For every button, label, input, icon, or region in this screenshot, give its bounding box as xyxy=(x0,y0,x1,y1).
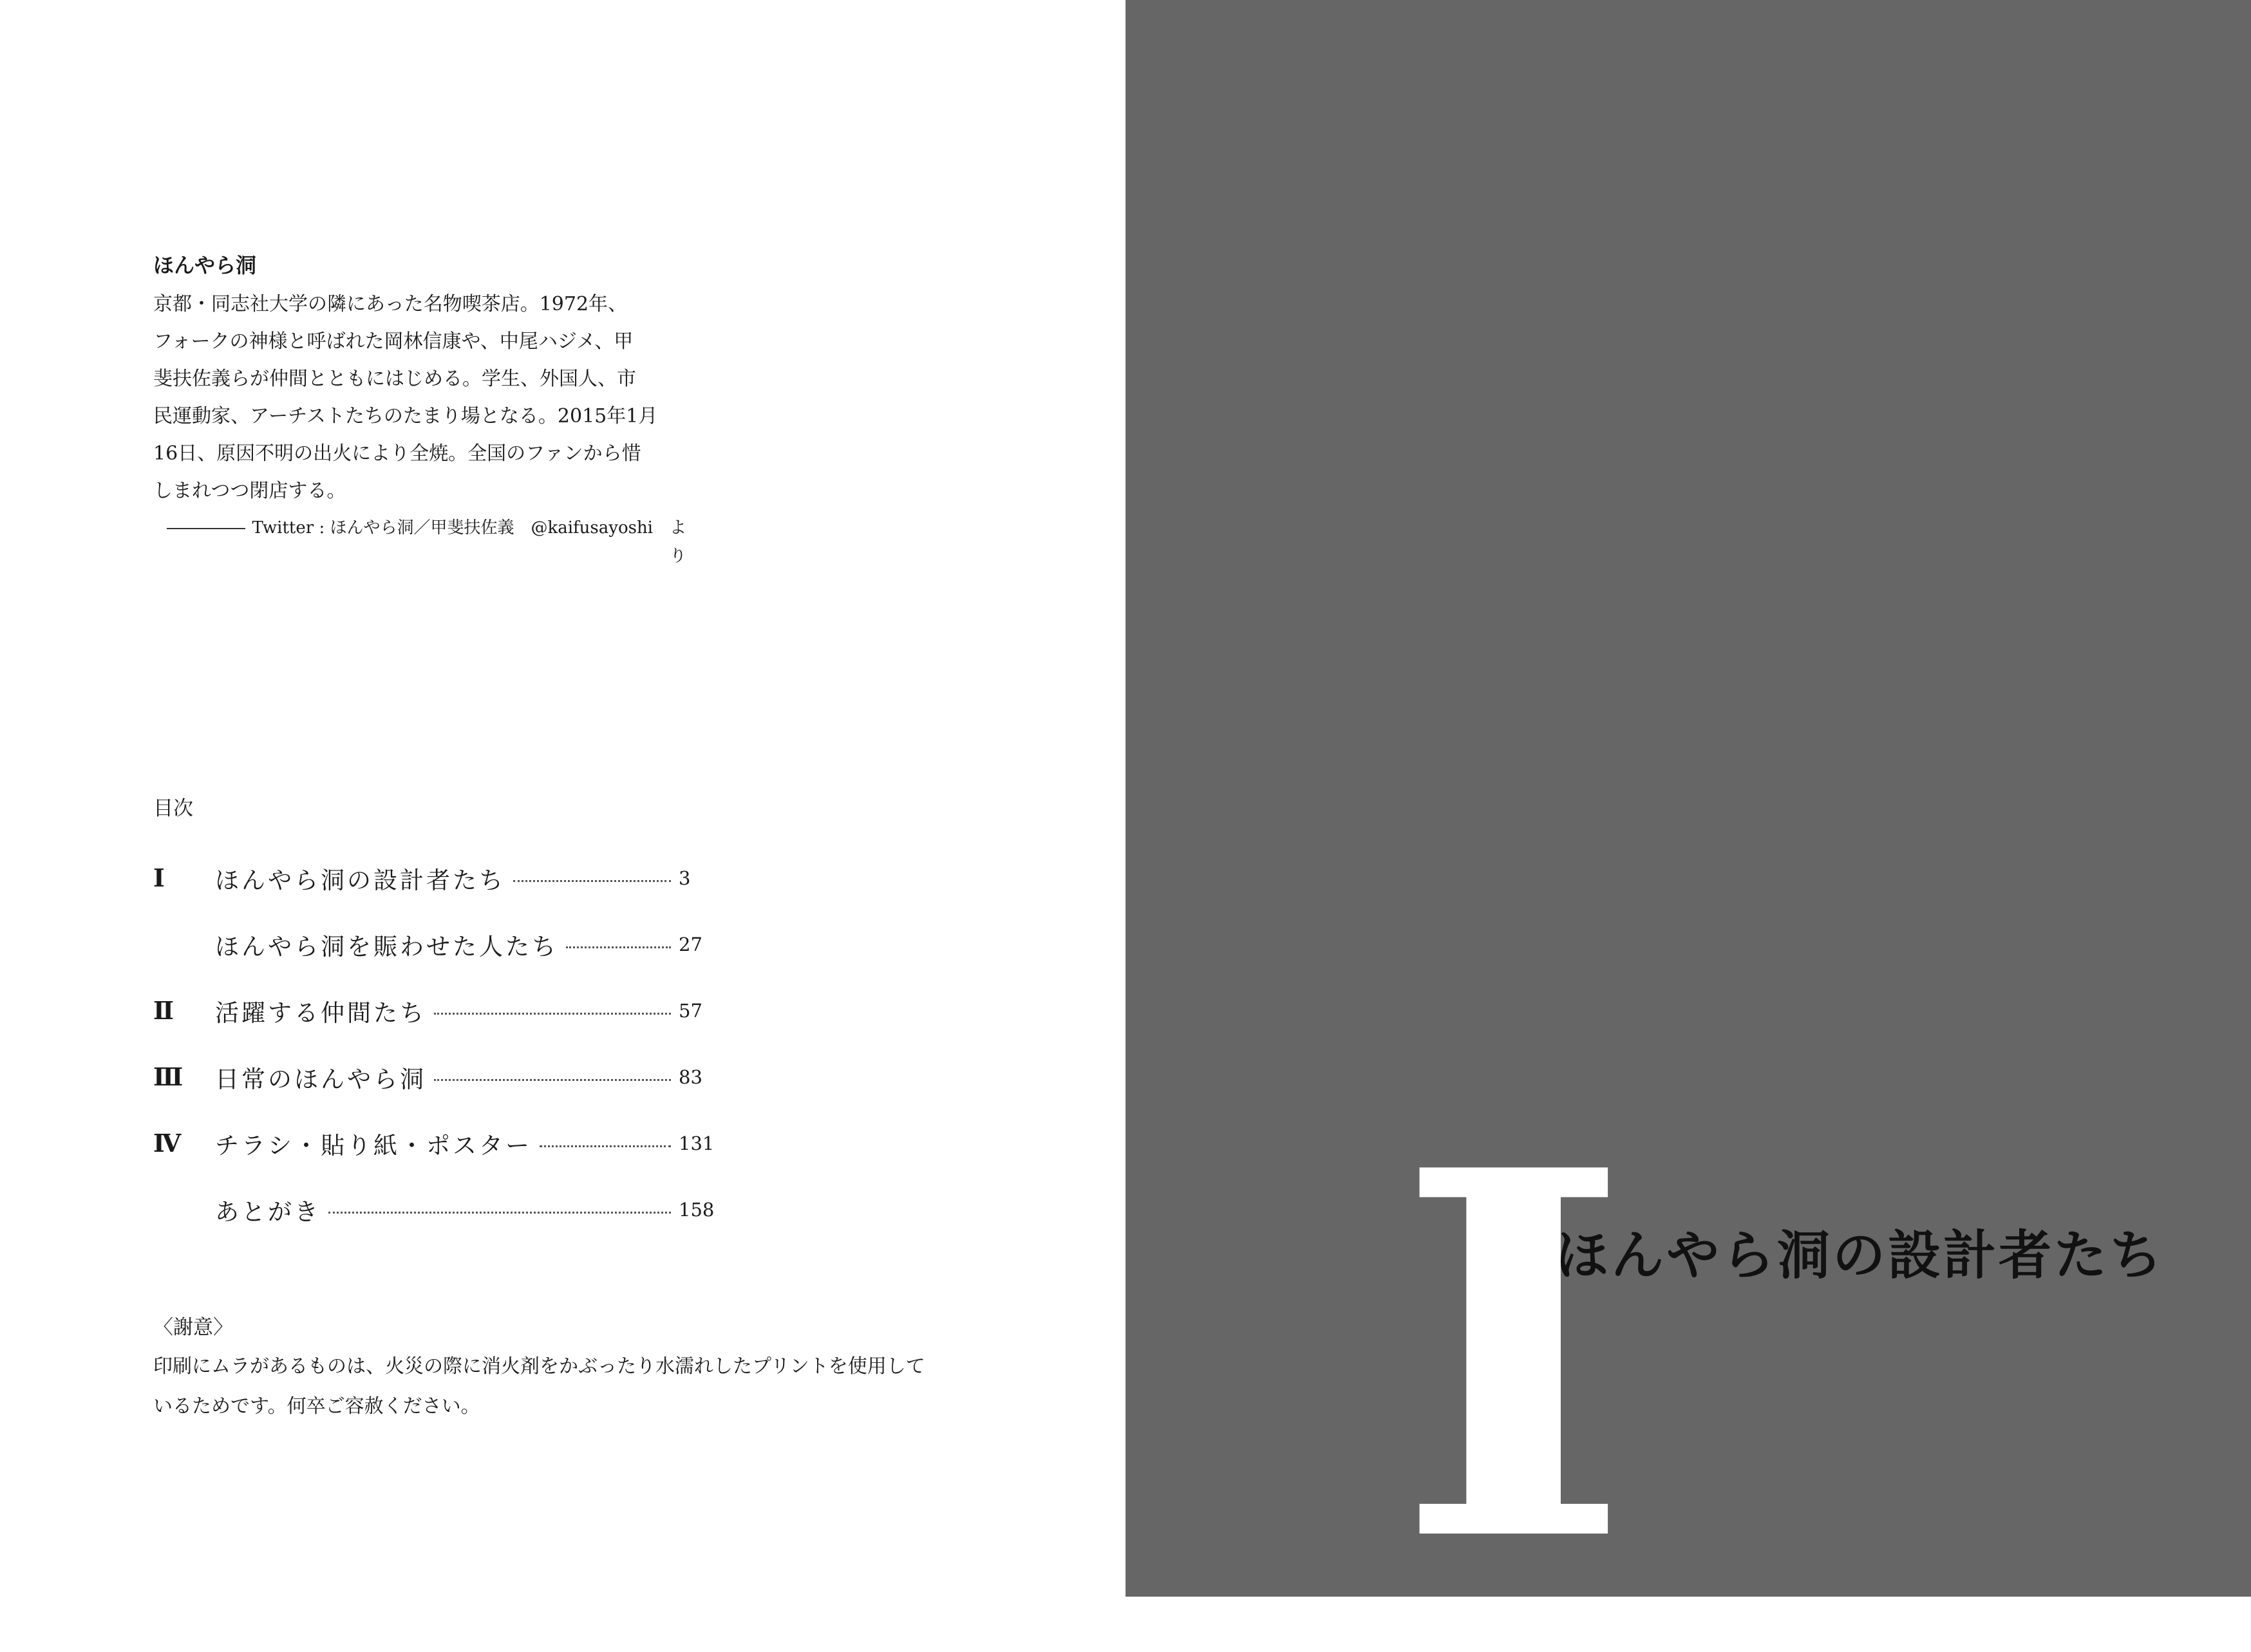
toc-entry[interactable] xyxy=(153,1110,720,1176)
toc-page-number: 158 xyxy=(679,1198,715,1221)
intro-line: 16日、原因不明の出火により全焼。全国のファンから惜 xyxy=(153,442,641,465)
toc-entry-label: チラシ・貼り紙・ポスター xyxy=(215,1131,532,1159)
chapter-title: ほんやら洞の設計者たち xyxy=(1556,1225,2165,1286)
toc-dot-leader xyxy=(513,880,671,882)
intro-source xyxy=(153,514,686,570)
chapter-numeral: I xyxy=(1396,1062,1631,1652)
toc-entry[interactable] xyxy=(153,1044,720,1110)
toc-page-number: 131 xyxy=(679,1132,715,1154)
acknowledgement-title: 〈謝意〉 xyxy=(153,1316,233,1339)
toc-entry-label: 活躍する仲間たち xyxy=(215,999,426,1027)
acknowledgement-body xyxy=(153,1347,990,1427)
toc-dot-leader xyxy=(540,1145,671,1147)
toc-dot-leader xyxy=(566,946,671,948)
intro-line: しまれつつ閉店する。 xyxy=(153,480,346,502)
toc-page-number: 57 xyxy=(679,999,702,1022)
toc-chapter-number: Ⅳ xyxy=(153,1129,182,1158)
acknowledgement-line: 印刷にムラがあるものは、火災の際に消火剤をかぶったり水濡れしたプリントを使用して xyxy=(153,1355,925,1378)
intro-line: 民運動家、アーチストたちのたまり場となる。2015年1月 xyxy=(153,405,658,427)
toc-page-number: 83 xyxy=(679,1065,702,1088)
table-of-contents xyxy=(153,845,720,1243)
toc-entry-label: ほんやら洞を賑わせた人たち xyxy=(215,932,558,961)
toc-chapter-number: Ⅲ xyxy=(153,1062,184,1091)
toc-chapter-number: Ⅰ xyxy=(153,863,165,892)
acknowledgement-section xyxy=(153,1308,990,1427)
toc-page-number: 3 xyxy=(679,867,691,889)
toc-chapter-number: Ⅱ xyxy=(153,996,174,1025)
acknowledgement-line: いるためです。何卒ご容赦ください。 xyxy=(153,1395,480,1418)
source-dash xyxy=(167,528,245,529)
toc-entry-label: 日常のほんやら洞 xyxy=(215,1065,426,1093)
toc-entry-label: ほんやら洞の設計者たち xyxy=(215,866,505,894)
left-page xyxy=(0,0,1126,1597)
intro-line: フォークの神様と呼ばれた岡林信康や、中尾ハジメ、甲 xyxy=(153,330,634,353)
toc-entry-label: あとがき xyxy=(215,1197,321,1226)
toc-entry[interactable] xyxy=(153,1176,720,1243)
toc-heading: 目次 xyxy=(153,797,193,820)
intro-line: 斐扶佐義らが仲間とともにはじめる。学生、外国人、市 xyxy=(153,368,636,390)
intro-body xyxy=(153,286,707,510)
source-text: Twitter : ほんやら洞／甲斐扶佐義 @kaifusayoshi より xyxy=(252,518,686,566)
toc-entry[interactable] xyxy=(153,977,720,1044)
toc-entry[interactable] xyxy=(153,911,720,977)
chapter-title-page xyxy=(1126,0,2251,1652)
toc-page-number: 27 xyxy=(679,933,702,955)
intro-line: 京都・同志社大学の隣にあった名物喫茶店。1972年、 xyxy=(153,293,628,315)
toc-dot-leader xyxy=(434,1079,671,1081)
toc-dot-leader xyxy=(434,1013,671,1015)
intro-title: ほんやら洞 xyxy=(153,253,257,277)
toc-entry[interactable] xyxy=(153,845,720,911)
toc-dot-leader xyxy=(328,1212,671,1214)
intro-section xyxy=(153,249,707,570)
